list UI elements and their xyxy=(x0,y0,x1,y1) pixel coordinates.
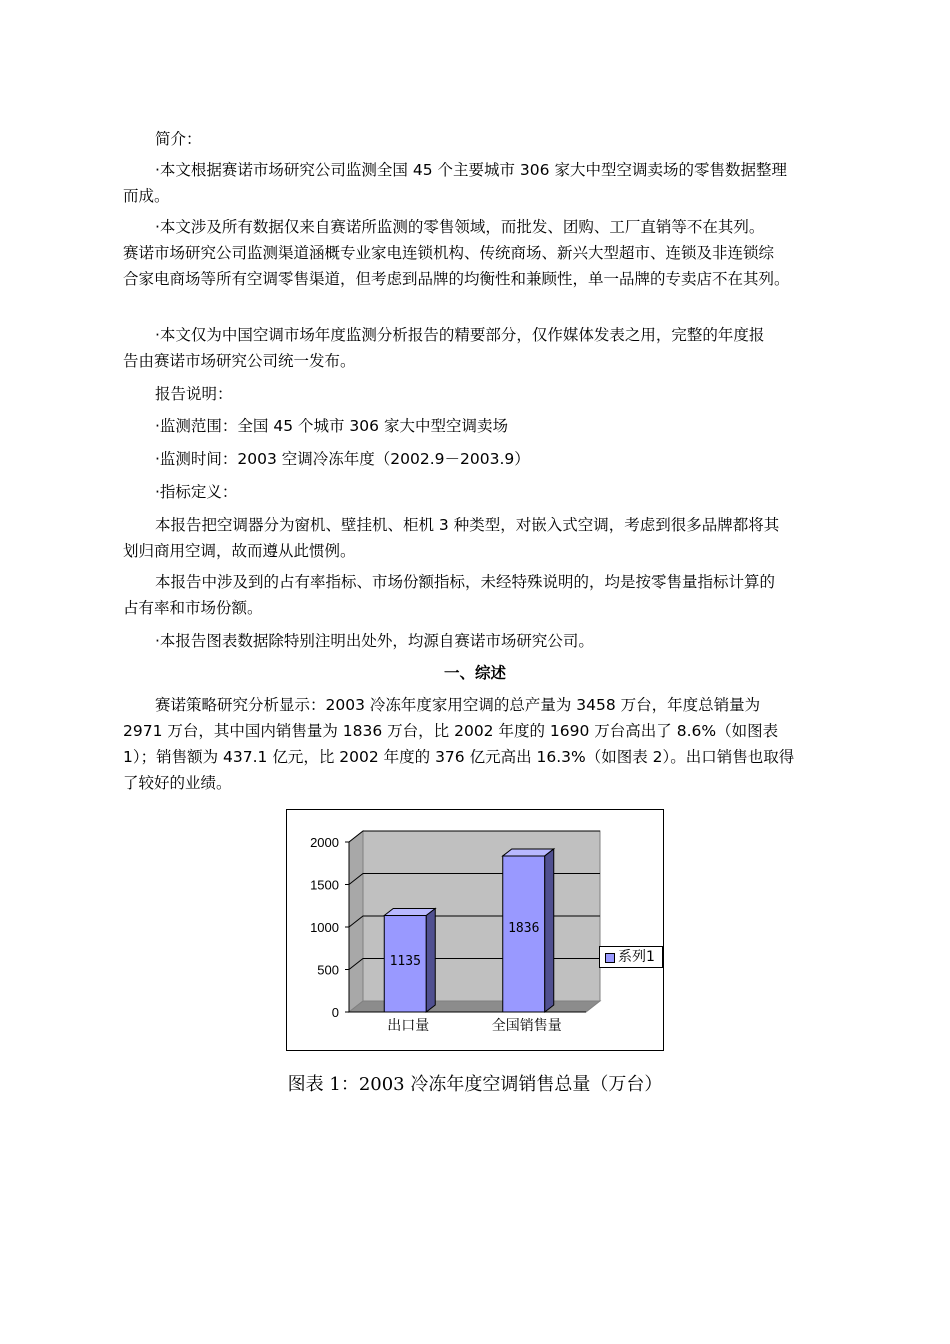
summary-paragraph xyxy=(123,692,838,796)
scope-line xyxy=(123,413,838,439)
intro-paragraph-2 xyxy=(123,214,838,292)
y-tick-label: 500 xyxy=(317,962,339,978)
section-title: 一、综述 xyxy=(443,664,506,682)
text-line: ·本文涉及所有数据仅来自赛诺所监测的零售领域，而批发、团购、工厂直销等不在其列。 xyxy=(155,218,765,236)
definition-heading xyxy=(123,479,838,505)
text-line: 合家电商场等所有空调零售渠道，但考虑到品牌的均衡性和兼顾性，单一品牌的专卖店不在其列。 xyxy=(123,270,790,288)
text-line: 赛诺市场研究公司监测渠道涵概专业家电连锁机构、传统商场、新兴大型超市、连锁及非连锁综 xyxy=(123,244,775,262)
intro-heading-text: 简介： xyxy=(155,130,202,148)
report-heading xyxy=(123,381,838,407)
definition-paragraph-2 xyxy=(123,569,838,621)
x-tick-label: 全国销售量 xyxy=(491,1018,562,1034)
y-tick-label: 1000 xyxy=(310,920,339,935)
definition-heading-text: ·指标定义： xyxy=(155,483,238,501)
text-line: 而成。 xyxy=(123,187,170,205)
chart-caption: 图表 1：2003 冷冻年度空调销售总量（万台） xyxy=(287,1074,663,1095)
x-tick-label: 出口量 xyxy=(387,1018,430,1034)
period-text: ·监测时间：2003 空调冷冻年度（2002.9－2003.9） xyxy=(155,450,530,468)
period-line xyxy=(123,446,838,472)
source-note-text: ·本报告图表数据除特别注明出处外，均源自赛诺市场研究公司。 xyxy=(155,632,594,650)
y-tick-label: 1500 xyxy=(310,877,339,893)
definition-paragraph-1 xyxy=(123,512,838,564)
text-line: 2971 万台，其中国内销售量为 1836 万台，比 2002 年度的 1690 万台高出了 8.6%（如图表 xyxy=(123,722,779,740)
bar-side xyxy=(426,909,435,1012)
chart-plot xyxy=(287,810,663,1050)
text-line: ·本文仅为中国空调市场年度监测分析报告的精要部分，仅作媒体发表之用，完整的年度报 xyxy=(155,326,765,344)
legend-swatch xyxy=(605,953,615,963)
bar-chart xyxy=(286,809,664,1051)
text-line: 告由赛诺市场研究公司统一发布。 xyxy=(123,352,356,370)
y-tick-label: 2000 xyxy=(310,835,339,850)
text-line: ·本文根据赛诺市场研究公司监测全国 45 个主要城市 306 家大中型空调卖场的零售数据整理 xyxy=(155,161,787,179)
intro-heading xyxy=(123,126,838,152)
scope-text: ·监测范围：全国 45 个城市 306 家大中型空调卖场 xyxy=(155,417,508,435)
data-label: 1836 xyxy=(508,921,540,937)
bar-side xyxy=(545,849,554,1012)
source-note xyxy=(123,628,838,654)
text-line: 本报告把空调器分为窗机、壁挂机、柜机 3 种类型，对嵌入式空调，考虑到很多品牌都将其 xyxy=(155,516,780,534)
chart-legend xyxy=(599,946,663,968)
data-label: 1135 xyxy=(389,953,421,969)
intro-paragraph-1 xyxy=(123,157,838,209)
y-tick-label: 0 xyxy=(331,1005,339,1020)
intro-paragraph-3 xyxy=(123,322,838,374)
text-line: 1）；销售额为 437.1 亿元，比 2002 年度的 376 亿元高出 16.3%（如图表 2）。出口销售也取得 xyxy=(123,748,795,766)
text-line: 赛诺策略研究分析显示：2003 冷冻年度家用空调的总产量为 3458 万台，年度总销量为 xyxy=(155,696,761,714)
text-line: 占有率和市场份额。 xyxy=(123,599,263,617)
text-line: 划归商用空调，故而遵从此惯例。 xyxy=(123,542,356,560)
text-line: 了较好的业绩。 xyxy=(123,774,232,792)
text-line: 本报告中涉及到的占有率指标、市场份额指标，未经特殊说明的，均是按零售量指标计算的 xyxy=(155,573,776,591)
legend-label: 系列1 xyxy=(618,949,655,965)
report-heading-text: 报告说明： xyxy=(155,385,233,403)
